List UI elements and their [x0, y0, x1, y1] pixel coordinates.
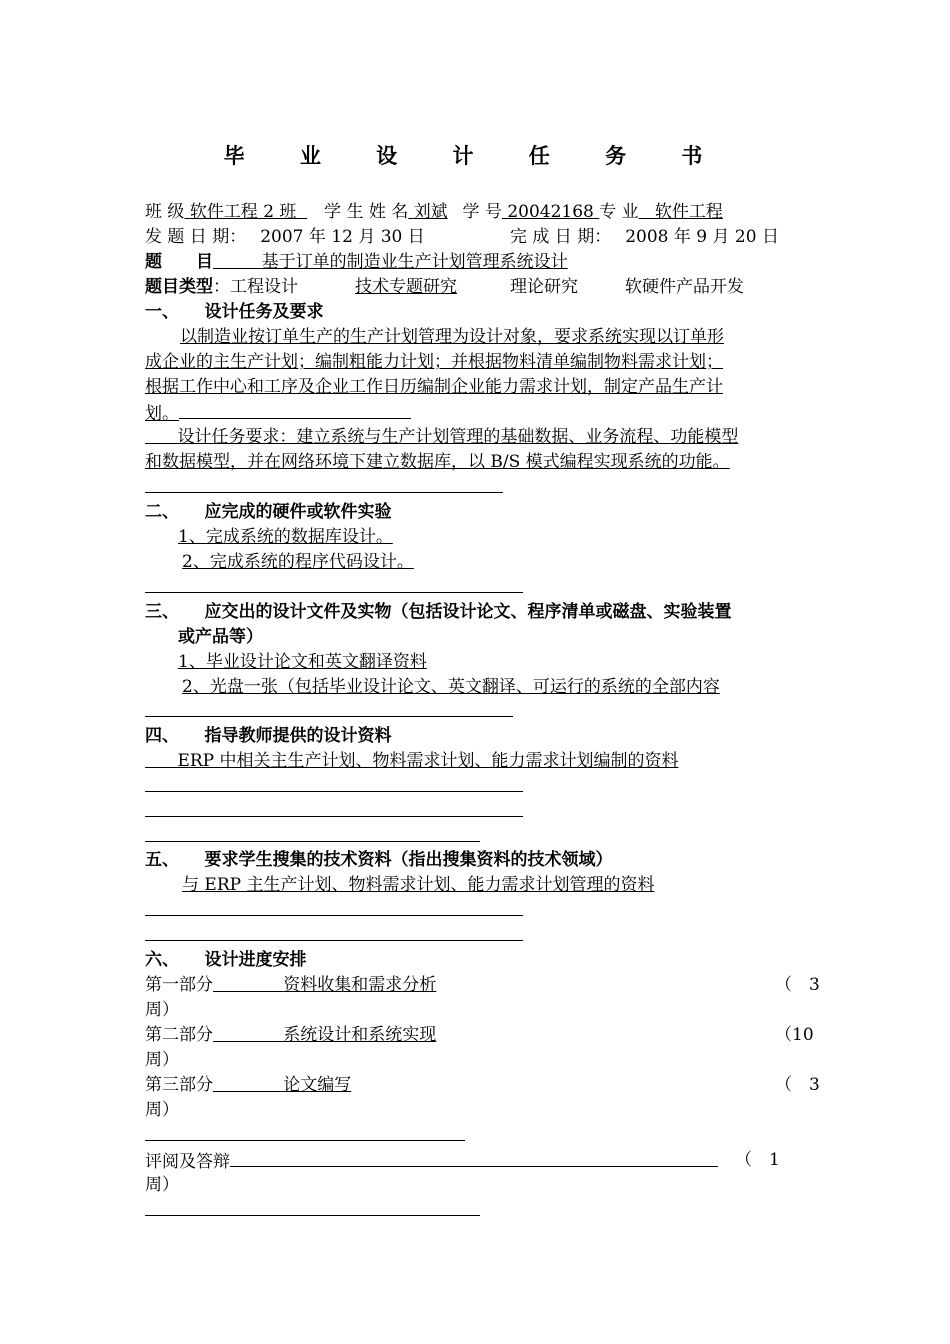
- type-line: [145, 277, 298, 297]
- section-3-heading: 三、 应交出的设计文件及实物（包括设计论文、程序清单或磁盘、实验装置: [145, 602, 732, 622]
- finish-date-value: 2008 年 9 月 20 日: [625, 227, 779, 247]
- issue-date-value: 2007 年 12 月 30 日: [260, 227, 425, 247]
- info-line-1: [145, 202, 723, 222]
- finish-date: [510, 227, 779, 247]
- schedule-row-3: [145, 1075, 755, 1095]
- section-2-heading: 二、 应完成的硬件或软件实验: [145, 502, 392, 522]
- section-6-heading: 六、 设计进度安排: [145, 950, 307, 970]
- divider-3: [145, 716, 513, 717]
- divider-5: [145, 940, 523, 941]
- schedule-row-2-unit: 周）: [145, 1050, 179, 1070]
- schedule-row-label: 第二部分: [145, 1025, 213, 1045]
- topic-label: 题 目: [145, 252, 213, 272]
- schedule-row-3-unit: 周）: [145, 1100, 179, 1120]
- divider-7: [145, 1215, 480, 1216]
- review-weeks: （ 1: [735, 1150, 780, 1170]
- schedule-row-3-weeks: （ 3: [775, 1075, 820, 1095]
- major-value: 软件工程: [654, 202, 723, 222]
- divider-6: [145, 1140, 465, 1141]
- review-row: [145, 1150, 718, 1172]
- section-3-heading-cont: 或产品等）: [178, 627, 263, 647]
- id-label: 学 号: [462, 202, 502, 222]
- s1-p1-line-1: 以制造业按订单生产的生产计划管理为设计对象，要求系统实现以订单形: [180, 327, 724, 347]
- student-value: 刘斌: [413, 202, 448, 222]
- schedule-row-task: 系统设计和系统实现: [283, 1025, 437, 1045]
- divider-1: [145, 492, 503, 493]
- schedule-row-1: [145, 975, 755, 995]
- schedule-row-2: [145, 1025, 755, 1045]
- section-5-heading: 五、 要求学生搜集的技术资料（指出搜集资料的技术领域）: [145, 850, 613, 870]
- topic-line: [145, 252, 568, 272]
- s3-item-2: 2、光盘一张（包括毕业设计论文、英文翻译、可运行的系统的全部内容: [182, 677, 720, 697]
- id-value: 20042168: [507, 202, 594, 222]
- topic-value: 基于订单的制造业生产计划管理系统设计: [261, 252, 568, 272]
- schedule-row-label: 第一部分: [145, 975, 213, 995]
- type-option-product: 软硬件产品开发: [625, 277, 744, 297]
- schedule-row-1-weeks: （ 3: [775, 975, 820, 995]
- s4-item-1: ERP 中相关主生产计划、物料需求计划、能力需求计划编制的资料: [177, 751, 679, 771]
- review-label: 评阅及答辩: [145, 1152, 230, 1172]
- s1-p2-line-2: 和数据模型，并在网络环境下建立数据库，以 B/S 模式编程实现系统的功能。: [145, 452, 730, 472]
- finish-date-label: 完 成 日 期：: [510, 227, 612, 247]
- section-1-heading: 一、 设计任务及要求: [145, 302, 324, 322]
- student-label: 学 生 姓 名: [324, 202, 409, 222]
- divider-4: [145, 841, 480, 842]
- divider-2: [145, 592, 523, 593]
- s1-p1-line-4: 划。: [145, 402, 411, 424]
- class-value: 软件工程 2 班: [189, 202, 297, 222]
- type-option-engineering: ：工程设计: [213, 277, 298, 297]
- s1-p2-line-1: 设计任务要求：建立系统与生产计划管理的基础数据、业务流程、功能模型: [177, 427, 739, 447]
- s2-item-1: 1、完成系统的数据库设计。: [178, 527, 393, 547]
- section-4-heading: 四、 指导教师提供的设计资料: [145, 726, 392, 746]
- type-option-tech: 技术专题研究: [355, 277, 457, 297]
- s1-p1-line-2: 成企业的主生产计划；编制粗能力计划；并根据物料清单编制物料需求计划；: [145, 352, 723, 372]
- s5-item-1: 与 ERP 主生产计划、物料需求计划、能力需求计划管理的资料: [182, 875, 655, 895]
- schedule-row-label: 第三部分: [145, 1075, 213, 1095]
- review-blank: [230, 1150, 718, 1167]
- blank-line-5a: [145, 915, 523, 916]
- s2-item-2: 2、完成系统的程序代码设计。: [182, 552, 414, 572]
- type-label: 题目类型: [145, 277, 213, 297]
- page-title: 毕 业 设 计 任 务 书: [223, 143, 727, 168]
- major-label: 专 业: [599, 202, 639, 222]
- s3-item-1: 1、毕业设计论文和英文翻译资料: [178, 652, 427, 672]
- schedule-row-task: 论文编写: [283, 1075, 352, 1095]
- blank-line-4b: [145, 816, 523, 817]
- type-option-theory: 理论研究: [510, 277, 578, 297]
- review-unit: 周）: [145, 1175, 179, 1195]
- class-label: 班 级: [145, 202, 185, 222]
- schedule-row-1-unit: 周）: [145, 1000, 179, 1020]
- s1-p1-line-3: 根据工作中心和工序及企业工作日历编制企业能力需求计划，制定产品生产计: [145, 377, 723, 397]
- issue-date-label: 发 题 日 期：: [145, 227, 247, 247]
- schedule-row-task: 资料收集和需求分析: [283, 975, 437, 995]
- info-line-2: [145, 227, 425, 247]
- blank-line-4a: [145, 791, 523, 792]
- schedule-row-2-weeks: （10: [775, 1025, 814, 1045]
